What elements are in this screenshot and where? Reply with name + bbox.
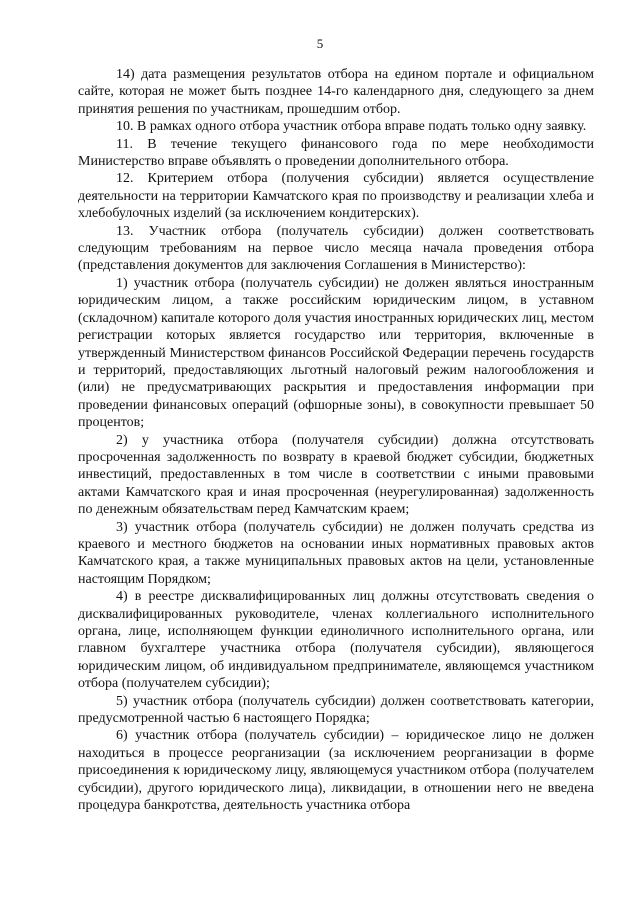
requirement-6: 6) участник отбора (получатель субсидии) – юридическое лицо не должен находиться в процессе реорганизации (за исключением реорганизации в форме присоединения к юридическому лицу, являющемуся участником отбора (получателем субсидии), другого юридического лица), ликвидации, в отношении него не введена процедура банкротства, деятельность участника отбора <box>78 728 594 814</box>
requirement-3: 3) участник отбора (получатель субсидии) не должен получать средства из краевого и местного бюджетов на основании иных нормативных правовых актов Камчатского края, а также муниципальных правовых актов на цели, установленные настоящим Порядком; <box>78 519 594 587</box>
page-number: 5 <box>316 36 324 51</box>
paragraph-item-14: 14) дата размещения результатов отбора на едином портале и официальном сайте, которая не может быть позднее 14-го календарного дня, следующего за днем принятия решения по участникам, прошедшим отбор. <box>78 67 594 117</box>
paragraph-11: 11. В течение текущего финансового года по мере необходимости Министерство вправе объявлять о проведении дополнительного отбора. <box>78 136 594 170</box>
paragraph-12: 12. Критерием отбора (получения субсидии) является осуществление деятельности на территории Камчатского края по производству и реализации хлеба и хлебобулочных изделий (за исключением кондитерских). <box>78 171 594 222</box>
document-body <box>78 66 594 814</box>
requirement-5: 5) участник отбора (получатель субсидии) должен соответствовать категории, предусмотренной частью 6 настоящего Порядка; <box>78 693 594 727</box>
paragraph-10: 10. В рамках одного отбора участник отбора вправе подать только одну заявку. <box>116 119 587 135</box>
requirement-4: 4) в реестре дисквалифицированных лиц должны отсутствовать сведения о дисквалифицированных руководителе, членах коллегиального исполнительного органа, лице, исполняющем функции единоличного исполнительного органа, или главном бухгалтере участника отбора (получателя субсидии), являющегося юридическим лицом, об индивидуальном предпринимателе, являющемся участником отбора (получателем субсидии); <box>78 589 594 692</box>
requirement-2: 2) у участника отбора (получателя субсидии) должна отсутствовать просроченная задолженность по возврату в краевой бюджет субсидии, бюджетных инвестиций, предоставленных в том числе в соответствии с иными правовыми актами Камчатского края и иная просроченная (неурегулированная) задолженность по денежным обязательствам перед Камчатским краем; <box>78 432 594 518</box>
requirement-1: 1) участник отбора (получатель субсидии) не должен являться иностранным юридическим лицом, а также российским юридическим лицом, в уставном (складочном) капитале которого доля участия иностранных юридических лиц, местом регистрации которых является государство или территория, включенные в утвержденный Министерством финансов Российской Федерации перечень государств и территорий, предоставляющих льготный налоговый режим налогообложения и (или) не предусматривающих раскрытия и предоставления информации при проведении финансовых операций (офшорные зоны), в совокупности превышает 50 процентов; <box>78 275 594 431</box>
paragraph-13: 13. Участник отбора (получатель субсидии) должен соответствовать следующим требованиям на первое число месяца начала проведения отбора (представления документов для заключения Соглашения в Министерство): <box>78 223 594 274</box>
